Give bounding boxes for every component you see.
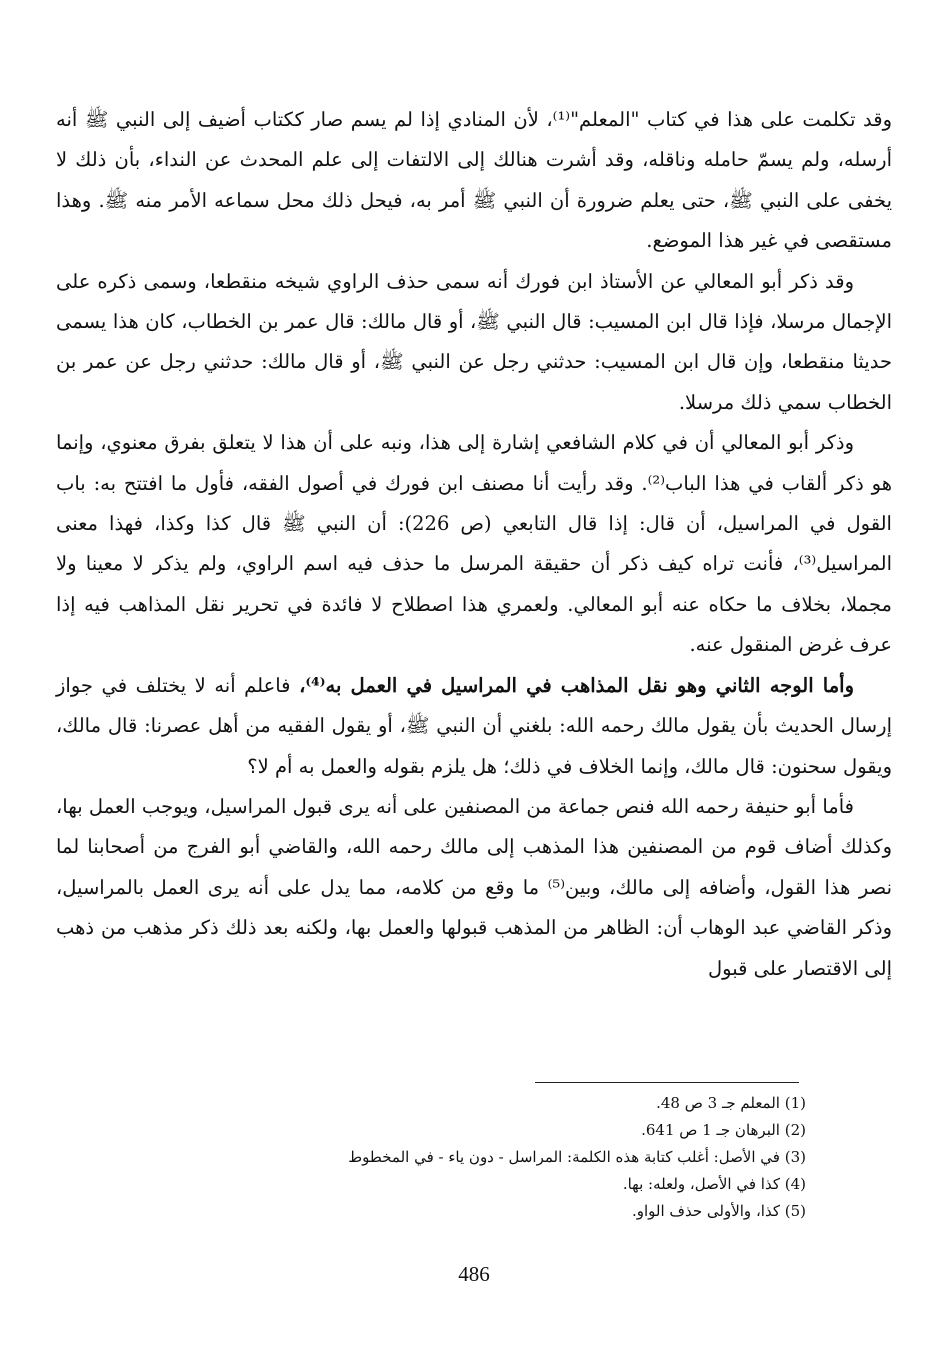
footnote-3: (3) في الأصل: أغلب كتابة هذه الكلمة: المراسل - دون ياء - في المخطوط (348, 1148, 806, 1166)
footnotes (56, 1090, 806, 1225)
paragraph-1: وقد تكلمت على هذا في كتاب "المعلم"⁽¹⁾، لأن المنادي إذا لم يسم صار ككتاب أضيف إلى النبي ﷺ أنه أرسله، ولم يسمّ حامله وناقله، وقد أشرت هنالك إلى الالتفات إلى علم المحدث عن النداء، بأن ذلك لا يخفى على النبي ﷺ، حتى يعلم ضرورة أن النبي ﷺ أمر به، فيحل ذلك محل سماعه الأمر منه ﷺ. وهذا مستقصى في غير هذا الموضع. (56, 108, 892, 253)
footnote-1: (1) المعلم جـ 3 ص 48. (656, 1094, 806, 1112)
paragraph-5: فأما أبو حنيفة رحمه الله فنص جماعة من المصنفين على أنه يرى قبول المراسيل، ويوجب العمل بها، وكذلك أضاف قوم من المصنفين هذا المذهب إلى مالك رحمه الله، والقاضي أبو الفرج من أصحابنا لما نصر هذا القول، وأضافه إلى مالك، وبين⁽⁵⁾ ما وقع من كلامه، مما يدل على أنه يرى العمل بالمراسيل، وذكر القاضي عبد الوهاب أن: الظاهر من المذهب قبولها والعمل بها، ولكنه بعد ذلك ذكر مذهب من ذهب إلى الاقتصار على قبول (56, 794, 892, 980)
footnote-5: (5) كذا، والأولى حذف الواو. (632, 1202, 806, 1220)
paragraph-3: وذكر أبو المعالي أن في كلام الشافعي إشارة إلى هذا، ونبه على أن هذا لا يتعلق بفرق معنوي، وإنما هو ذكر ألقاب في هذا الباب⁽²⁾. وقد رأيت أنا مصنف ابن فورك في أصول الفقه، فأول ما افتتح به: باب القول في المراسيل، أن قال: إذا قال التابعي (ص 226): أن النبي ﷺ قال كذا وكذا، فهذا معنى المراسيل⁽³⁾، فأنت تراه كيف ذكر أن حقيقة المرسل ما حذف فيه اسم الراوي، ولم يذكر لا معينا ولا مجملا، بخلاف ما حكاه عنه أبو المعالي. ولعمري هذا اصطلاح لا فائدة في تحرير نقل المذاهب فيه إذا عرف غرض المنقول عنه. (56, 431, 892, 657)
page-number: 486 (458, 1262, 490, 1286)
footnote-2: (2) البرهان جـ 1 ص 641. (641, 1121, 806, 1139)
section-heading: وأما الوجه الثاني وهو نقل المذاهب في المراسيل في العمل به⁽⁴⁾، (299, 673, 855, 697)
paragraph-4-body: فاعلم أنه لا يختلف في جواز إرسال الحديث بأن يقول مالك رحمه الله: بلغني أن النبي ﷺ، أو يقول الفقيه من أهل عصرنا: قال مالك، ويقول سحنون: قال مالك، وإنما الخلاف في ذلك؛ هل يلزم بقوله والعمل به أم لا؟ (56, 673, 892, 778)
footnote-divider (535, 1082, 799, 1083)
paragraph-2: وقد ذكر أبو المعالي عن الأستاذ ابن فورك أنه سمى حذف الراوي شيخه منقطعا، وسمى ذكره على الإجمال مرسلا، فإذا قال ابن المسيب: قال النبي ﷺ، أو قال مالك: قال عمر بن الخطاب، كان هذا يسمى حديثا منقطعا، وإن قال ابن المسيب: حدثني رجل عن النبي ﷺ، أو قال مالك: حدثني رجل عن عمر بن الخطاب سمي ذلك مرسلا. (56, 269, 892, 414)
paragraph-4 (56, 666, 892, 787)
body-text (56, 100, 892, 989)
footnote-4: (4) كذا في الأصل، ولعله: بها. (622, 1175, 806, 1193)
